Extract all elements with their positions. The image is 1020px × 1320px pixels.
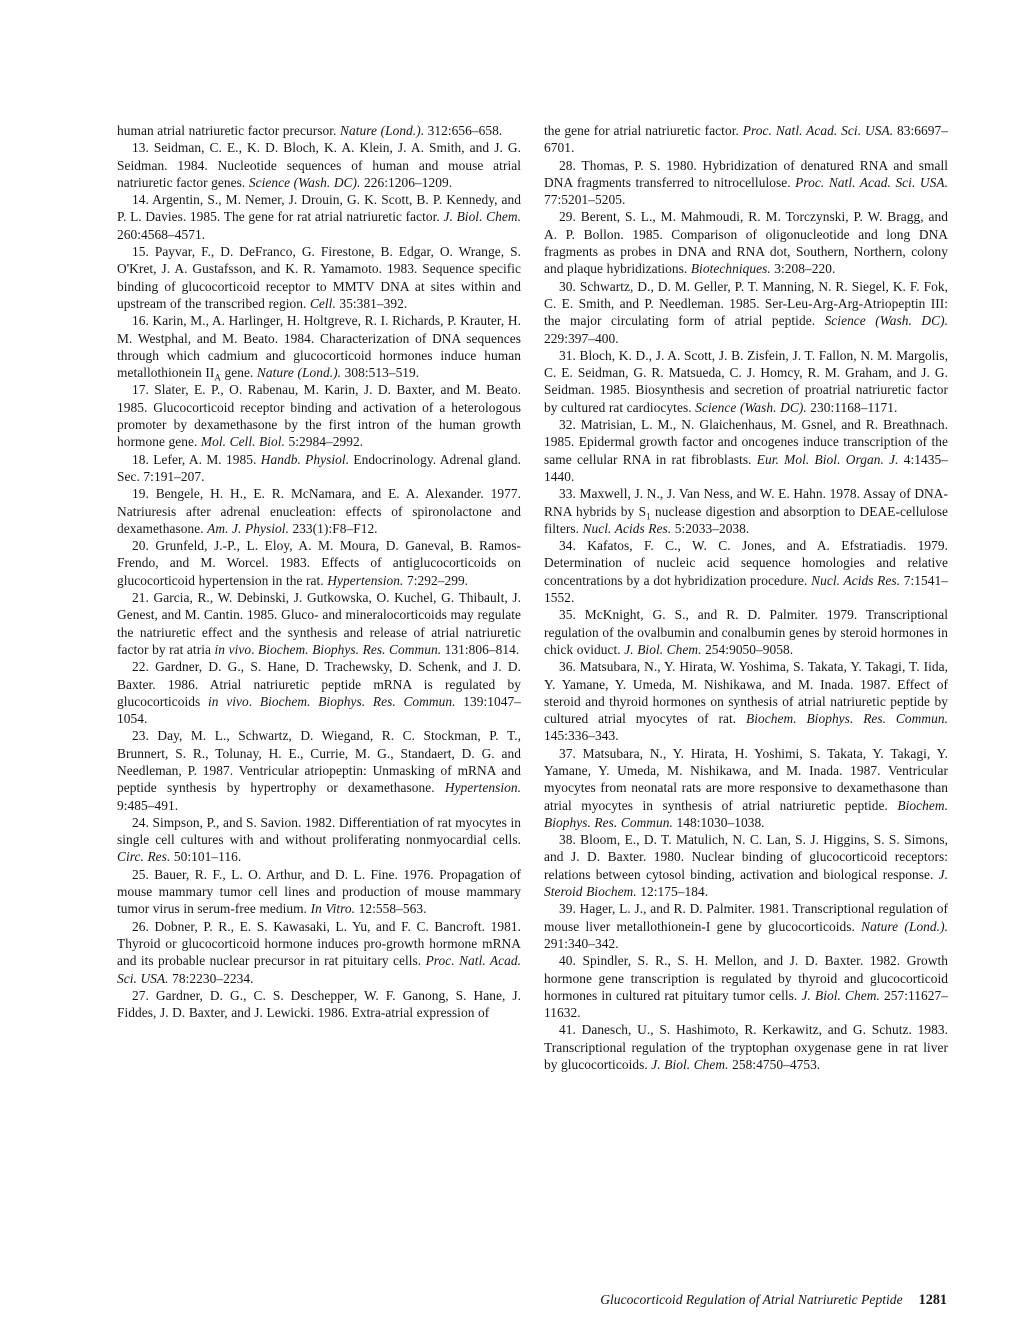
reference-text: 40. Spindler, S. R., S. H. Mellon, and J. D. Baxter. 1982. Growth hormone gene transcription is regulated by thyroid and glucocorticoid hormones in cultured rat pituitary tumor cells. bbox=[544, 953, 948, 1003]
reference-text: 226:1206–1209. bbox=[360, 174, 453, 190]
reference-entry bbox=[117, 537, 521, 589]
reference-text: 7:1541–1552. bbox=[544, 572, 948, 606]
reference-text: 30. Schwartz, D., D. M. Geller, P. T. Manning, N. R. Siegel, K. F. Fok, C. E. Smith, and P. Needleman. 1985. Ser-Leu-Arg-Arg-Atriopeptin III: the major circulating form of atrial peptide. bbox=[544, 278, 948, 329]
reference-entry bbox=[544, 537, 948, 606]
journal-name: Biochem. Biophys. Res. Commun. bbox=[258, 641, 442, 657]
journal-name: Biochem. Biophys. Res. Commun. bbox=[746, 711, 948, 727]
journal-name: J. Biol. Chem. bbox=[801, 987, 880, 1003]
journal-name: Science (Wash. DC). bbox=[824, 313, 948, 329]
reference-text: Endocrinology. Adrenal gland. Sec. 7:191–207. bbox=[117, 451, 521, 484]
reference-text: 131:806–814. bbox=[441, 641, 520, 657]
journal-name: in vivo bbox=[208, 693, 249, 709]
reference-entry bbox=[117, 918, 521, 987]
reference-text: 17. Slater, E. P., O. Rabenau, M. Karin, J. D. Baxter, and M. Beato. 1985. Glucocorticoid receptor binding and activation of a heterologous promoter by dexamethasone by the first intron of the human growth hormone gene. bbox=[117, 382, 521, 450]
reference-entry bbox=[544, 745, 948, 831]
reference-text: human atrial natriuretic factor precursor. bbox=[117, 123, 341, 138]
reference-entry bbox=[544, 208, 948, 277]
journal-name: Biochem. Biophys. Res. Commun. bbox=[259, 693, 456, 709]
reference-continuation bbox=[544, 122, 948, 157]
journal-name: Nature (Lond.). bbox=[340, 123, 425, 138]
journal-name: in vivo bbox=[214, 641, 252, 657]
running-title: Glucocorticoid Regulation of Atrial Natriuretic Peptide bbox=[600, 1292, 903, 1307]
reference-text: 32. Matrisian, L. M., N. Glaichenhaus, M. Gsnel, and R. Breathnach. 1985. Epidermal growth factor and oncogenes induce transcription of the same cellular RNA in rat fibroblasts. bbox=[544, 417, 948, 467]
reference-text: 29. Berent, S. L., M. Mahmoudi, R. M. Torczynski, P. W. Bragg, and A. P. Bollon. 1985. Comparison of oligonucleotide and long DNA fragments as probes in DNA and RNA dot, Southern, Northern, colony and plaque hybridizations. bbox=[544, 209, 948, 277]
reference-text: 35. McKnight, G. S., and R. D. Palmiter. 1979. Transcriptional regulation of the ovalbumin and conalbumin genes by steroid hormones in chick oviduct. bbox=[544, 607, 948, 657]
reference-entry bbox=[117, 727, 521, 813]
journal-name: Circ. Res. bbox=[117, 849, 171, 865]
reference-text: 24. Simpson, P., and S. Savion. 1982. Differentiation of rat myocytes in single cell cultures with and without proliferating nonmyocardial cells. bbox=[117, 814, 521, 848]
reference-text: 77:5201–5205. bbox=[544, 192, 626, 208]
journal-name: In Vitro. bbox=[310, 901, 356, 917]
reference-entry bbox=[117, 451, 521, 486]
journal-name: Am. J. Physiol. bbox=[207, 520, 289, 536]
journal-name: J. Steroid Biochem. bbox=[544, 866, 948, 900]
reference-entry bbox=[117, 658, 521, 727]
reference-entry bbox=[544, 157, 948, 209]
reference-entry bbox=[117, 814, 521, 866]
reference-text: 139:1047–1054. bbox=[117, 693, 521, 727]
journal-name: Biotechniques. bbox=[690, 261, 771, 277]
journal-name: Proc. Natl. Acad. Sci. USA. bbox=[742, 123, 894, 138]
reference-entry bbox=[544, 831, 948, 900]
journal-name: Proc. Natl. Acad. Sci. USA. bbox=[795, 174, 948, 190]
journal-name: J. Biol. Chem. bbox=[443, 209, 521, 225]
journal-name: J. Biol. Chem. bbox=[651, 1057, 729, 1073]
reference-text: 14. Argentin, S., M. Nemer, J. Drouin, G. K. Scott, B. P. Kennedy, and P. L. Davies. 1985. The gene for rat atrial natriuretic factor. bbox=[117, 192, 521, 225]
reference-text: 260:4568–4571. bbox=[117, 226, 206, 242]
reference-text: 36. Matsubara, N., Y. Hirata, W. Yoshima, S. Takata, Y. Takagi, T. Iida, Y. Yamane, Y. Umeda, M. Nishikawa, and M. Inada. 1987. Effect of steroid and thyroid hormones on synthesis of atrial natriuretic peptide by cultured atrial myocytes of rat. bbox=[544, 659, 948, 727]
reference-text: 25. Bauer, R. F., L. O. Arthur, and D. L. Fine. 1976. Propagation of mouse mammary tumor cell lines and production of mouse mammary tumor virus in serum-free medium. bbox=[117, 866, 521, 917]
reference-text: 5:2033–2038. bbox=[671, 520, 750, 536]
reference-text: 41. Danesch, U., S. Hashimoto, R. Kerkawitz, and G. Schutz. 1983. Transcriptional regulation of the tryptophan oxygenase gene in rat liver by glucocorticoids. bbox=[544, 1022, 948, 1073]
references-section bbox=[117, 122, 948, 1073]
reference-text: 26. Dobner, P. R., E. S. Kawasaki, L. Yu, and F. C. Bancroft. 1981. Thyroid or glucocorticoid hormone induces pro-growth hormone mRNA and its probable nuclear precursor in rat pituitary cells. bbox=[117, 918, 521, 969]
reference-entry bbox=[117, 312, 521, 381]
reference-text: 12:175–184. bbox=[636, 884, 709, 900]
reference-text: 308:513–519. bbox=[341, 365, 420, 381]
journal-name: Science (Wash. DC). bbox=[248, 174, 361, 190]
reference-text: 291:340–342. bbox=[544, 935, 619, 951]
reference-text: 21. Garcia, R., W. Debinski, J. Gutkowska, O. Kuchel, G. Thibault, J. Genest, and M. Cantin. 1985. Gluco- and mineralocorticoids may regulate the natriuretic effect and the synthesis and release of atrial natriuretic factor by rat atria bbox=[117, 590, 521, 657]
reference-text: 257:11627–11632. bbox=[544, 987, 948, 1021]
reference-text: 233(1):F8–F12. bbox=[288, 520, 378, 536]
page-footer bbox=[117, 1291, 947, 1309]
reference-entry bbox=[544, 900, 948, 952]
reference-entry bbox=[544, 278, 948, 347]
reference-entry bbox=[117, 987, 521, 1022]
reference-entry bbox=[544, 485, 948, 537]
journal-name: Hypertension. bbox=[327, 572, 404, 588]
reference-entry bbox=[544, 658, 948, 744]
reference-entry bbox=[117, 243, 521, 312]
reference-text: the gene for atrial natriuretic factor. bbox=[544, 123, 743, 138]
journal-name: Cell. bbox=[309, 295, 336, 311]
reference-entry bbox=[117, 485, 521, 537]
journal-name: Nucl. Acids Res. bbox=[582, 520, 672, 536]
references-column-left bbox=[117, 122, 521, 1073]
reference-text: 37. Matsubara, N., Y. Hirata, H. Yoshimi, S. Takata, Y. Takagi, Y. Yamane, Y. Umeda, M. Nishikawa, and M. Inada. 1987. Ventricular myocytes from neonatal rats are more responsive to dexamethasone than atrial myocytes in synthesis of atrial natriuretic peptide. bbox=[544, 745, 948, 813]
reference-text: . bbox=[251, 641, 259, 657]
reference-text: 35:381–392. bbox=[335, 295, 408, 311]
reference-text: 83:6697–6701. bbox=[544, 123, 948, 156]
reference-text: 78:2230–2234. bbox=[168, 970, 254, 986]
journal-name: Nature (Lond.). bbox=[861, 918, 948, 934]
reference-text: 22. Gardner, D. G., S. Hane, D. Trachewsky, D. Schenk, and J. D. Baxter. 1986. Atrial natriuretic peptide mRNA is regulated by glucocorticoids bbox=[117, 659, 521, 709]
references-column-right bbox=[544, 122, 948, 1073]
reference-text: 38. Bloom, E., D. T. Matulich, N. C. Lan, S. J. Higgins, S. S. Simons, and J. D. Baxter. 1980. Nuclear binding of glucocorticoid receptors: relations between cytosol binding, activation and biological response. bbox=[544, 832, 948, 882]
journal-name: Nucl. Acids Res. bbox=[811, 572, 901, 588]
reference-text: 27. Gardner, D. G., C. S. Deschepper, W. F. Ganong, S. Hane, J. Fiddes, J. D. Baxter, and J. Lewicki. 1986. Extra-atrial expression of bbox=[117, 987, 521, 1021]
reference-text: 33. Maxwell, J. N., J. Van Ness, and W. E. Hahn. 1978. Assay of DNA-RNA hybrids by S bbox=[544, 486, 948, 519]
reference-entry bbox=[544, 952, 948, 1021]
reference-text: 34. Kafatos, F. C., W. C. Jones, and A. Efstratiadis. 1979. Determination of nucleic acid sequence homologies and relative concentrations by a dot hybridization procedure. bbox=[544, 538, 948, 588]
journal-name: Handb. Physiol. bbox=[260, 451, 350, 467]
reference-entry bbox=[544, 416, 948, 485]
reference-text: 258:4750–4753. bbox=[728, 1057, 821, 1073]
reference-text: 23. Day, M. L., Schwartz, D. Wiegand, R. C. Stockman, P. T., Brunnert, S. R., Tolunay, H. E., Currie, M. G., Standaert, D. G. and Needleman, P. 1987. Ventricular atriopeptin: Unmasking of mRNA and peptide synthesis by hypertrophy or dexamethasone. bbox=[117, 728, 521, 796]
reference-text: 39. Hager, L. J., and R. D. Palmiter. 1981. Transcriptional regulation of mouse liver metallothionein-I gene by glucocorticoids. bbox=[544, 901, 948, 934]
reference-entry bbox=[117, 381, 521, 450]
reference-entry bbox=[117, 139, 521, 191]
reference-text: 18. Lefer, A. M. 1985. bbox=[132, 451, 261, 467]
reference-text: 230:1168–1171. bbox=[806, 399, 898, 415]
subscript-text: 1 bbox=[646, 511, 651, 522]
reference-text: 145:336–343. bbox=[544, 728, 619, 744]
journal-name: J. Biol. Chem. bbox=[624, 641, 702, 657]
journal-name: Proc. Natl. Acad. Sci. USA. bbox=[117, 953, 521, 986]
reference-text: 20. Grunfeld, J.-P., L. Eloy, A. M. Moura, D. Ganeval, B. Ramos-Frendo, and M. Worcel. 1983. Effects of antiglucocorticoids on glucocorticoid hypertension in the rat. bbox=[117, 538, 521, 588]
reference-continuation bbox=[117, 122, 521, 139]
journal-name: Nature (Lond.). bbox=[256, 365, 342, 381]
reference-text: 9:485–491. bbox=[117, 797, 179, 813]
reference-text: . bbox=[248, 693, 260, 709]
reference-entry bbox=[544, 606, 948, 658]
reference-text: nuclease digestion and absorption to DEAE-cellulose filters. bbox=[544, 503, 949, 536]
reference-text: 13. Seidman, C. E., K. D. Bloch, K. A. Klein, J. A. Smith, and J. G. Seidman. 1984. Nucleotide sequences of human and mouse atrial natriuretic factor genes. bbox=[117, 140, 521, 190]
reference-text: 4:1435–1440. bbox=[544, 451, 949, 484]
reference-text: 254:9050–9058. bbox=[701, 641, 794, 657]
reference-entry bbox=[544, 1021, 948, 1073]
reference-text: 50:101–116. bbox=[170, 849, 242, 865]
reference-text: 28. Thomas, P. S. 1980. Hybridization of denatured RNA and small DNA fragments transferred to nitrocellulose. bbox=[544, 157, 948, 190]
journal-name: Science (Wash. DC). bbox=[695, 399, 807, 415]
reference-text: 229:397–400. bbox=[544, 330, 619, 346]
reference-text: 19. Bengele, H. H., E. R. McNamara, and E. A. Alexander. 1977. Natriuresis after adrenal enucleation: effects of spironolactone and dexamethasone. bbox=[117, 486, 521, 536]
reference-text: 31. Bloch, K. D., J. A. Scott, J. B. Zisfein, J. T. Fallon, N. M. Margolis, C. E. Seidman, G. R. Matsueda, C. J. Homcy, R. M. Graham, and J. G. Seidman. 1985. Biosynthesis and secretion of proatrial natriuretic factor by cultured rat cardiocytes. bbox=[544, 347, 948, 415]
reference-entry bbox=[544, 347, 948, 416]
reference-text: 148:1030–1038. bbox=[672, 814, 765, 830]
reference-text: 5:2984–2992. bbox=[284, 434, 364, 450]
page-number: 1281 bbox=[918, 1292, 947, 1308]
reference-entry bbox=[117, 589, 521, 658]
journal-name: Mol. Cell. Biol. bbox=[200, 434, 285, 450]
reference-text: gene. bbox=[220, 365, 257, 381]
reference-text: 7:292–299. bbox=[403, 572, 469, 588]
reference-entry bbox=[117, 866, 521, 918]
reference-text: 12:558–563. bbox=[355, 901, 427, 917]
reference-text: 312:656–658. bbox=[424, 123, 503, 138]
reference-text: 3:208–220. bbox=[770, 261, 836, 277]
reference-text: 15. Payvar, F., D. DeFranco, G. Firestone, B. Edgar, O. Wrange, S. O'Kret, J. A. Gustafsson, and K. R. Yamamoto. 1983. Sequence specific binding of glucocorticoid receptor to MMTV DNA at sites within and upstream of the transcribed region. bbox=[117, 244, 521, 311]
reference-entry bbox=[117, 191, 521, 243]
journal-name: Hypertension. bbox=[444, 780, 521, 796]
subscript-text: A bbox=[214, 372, 221, 383]
journal-name: Biochem. Biophys. Res. Commun. bbox=[544, 797, 948, 830]
reference-text: 16. Karin, M., A. Harlinger, H. Holtgreve, R. I. Richards, P. Krauter, H. M. Westphal, and M. Beato. 1984. Characterization of DNA sequences through which cadmium and glucocorticoid hormones induce human metallothionein II bbox=[117, 313, 521, 381]
journal-name: Eur. Mol. Biol. Organ. J. bbox=[756, 451, 899, 467]
